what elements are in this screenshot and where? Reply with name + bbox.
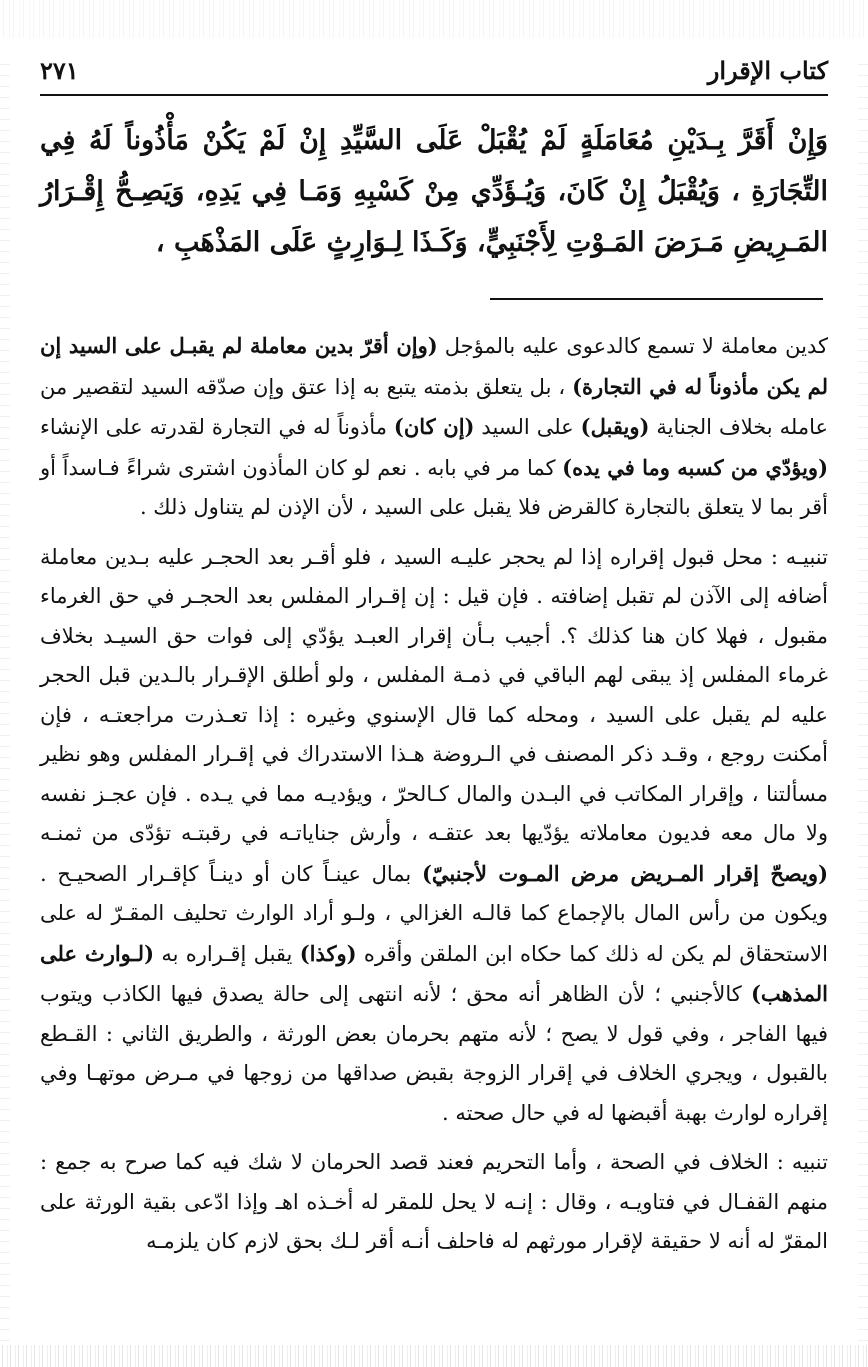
scan-noise-bottom	[0, 1345, 868, 1367]
page-header	[40, 54, 828, 94]
quoted-main-text: (وإن أقرّ بدين معاملة لم يقبـل على السيد إن لم يكن مأذوناً له في التجارة)	[40, 333, 828, 399]
page-number: ٢٧١	[40, 56, 79, 85]
commentary-text: تنبيـه : محل قبول إقراره إذا لم يحجر عليـه السيد ، فلو أقـر بعد الحجـر عليه بـدين معاملة أضافه إلى الآذن لم تقبل إضافته . فإن قيل : إن إقـرار المفلس بعد الحجـر في حق الغرماء مقبول ، فهلا كان هنا كذلك ؟. أجيب بـأن إقرار العبـد يؤدّي إلى فوات حق السيـد بخلاف غرماء المفلس إذ يبقى لهم الباقي في ذمـة المفلس ، ولو أطلق الإقـرار بالـدين قبل الحجر عليه لم يقبل على السيد ، ومحله كما قال الإسنوي وغيره : إذا تعـذرت مراجعتـه ، فإن أمكنت روجع ، وقـد ذكر المصنف في الـروضة هـذا الاستدراك في إقـرار المفلس وهو نظير مسألتنا ، وإقرار المكاتب في البـدن والمال كـالحرّ ، ويؤديـه مما في يـده . فإن عجـز نفسه ولا مال معه فديون معاملاته يؤدّيها بعد عتقـه ، وأرش جناياتـه في رقبتـه تؤدّى من ثمنـه	[40, 544, 828, 845]
commentary-paragraph-2	[40, 538, 828, 1134]
quoted-main-text: (ويؤدّي من كسبه وما في يده)	[562, 454, 829, 480]
commentary-text: بمال عينـاً كان أو دينـاً كإقـرار الصحيـح . ويكون من رأس المال بالإجماع كما قالـه الغزالي ، ولـو أراد الوارث تحليف المقـرّ له على الاستحقاق لم يكن له ذلك كما حكاه ابن الملقن وأقره	[40, 861, 828, 966]
commentary	[40, 326, 828, 1262]
quoted-main-text: (إن كان)	[393, 414, 475, 439]
commentary-text: يقبل إقـراره به	[154, 941, 300, 966]
commentary-paragraph-3	[40, 1143, 828, 1262]
quoted-main-text: (وكذا)	[299, 940, 357, 966]
quoted-main-text: (لـوارث على المذهب)	[40, 940, 828, 1006]
commentary-text: مأذوناً له في التجارة لقدرته على الإنشاء	[40, 415, 394, 439]
running-title: كتاب الإقرار	[707, 56, 828, 85]
commentary-text: كالأجنبي ؛ لأن الظاهر أنه محق ؛ لأنه انتهى إلى حالة يصدق فيها الكاذب ويتوب فيها الفاجر ، وفي قول لا يصح ؛ لأنه متهم بحرمان بعض الورثة ، والطريق الثاني : القـطع بالقبول ، ويجري الخلاف في إقرار الزوجة بقبض صداقها من زوجها في مـرض موتهـا وفي إقراره لوارث بهبة أقبضها له في حال صحته .	[40, 982, 828, 1125]
quoted-main-text: (ويقبل)	[580, 414, 650, 439]
scan-noise-left	[0, 60, 10, 1347]
commentary-text: كدين معاملة لا تسمع كالدعوى عليه بالمؤجل	[437, 334, 828, 358]
commentary-text: ، بل يتعلق بذمته يتبع به إذا عتق وإن صدّقه السيد لتقصير من عامله بخلاف الجناية	[40, 374, 829, 439]
quoted-main-text: (ويصحّ إقرار المـريض مرض المـوت لأجنبيّ)	[421, 860, 829, 886]
header-rule	[40, 94, 828, 96]
commentary-text: على السيد	[474, 415, 581, 439]
main-text	[40, 115, 828, 268]
scan-noise-right	[858, 60, 868, 1347]
scan-noise-top	[0, 0, 868, 38]
text-divider	[490, 298, 823, 300]
commentary-text: تنبيه : الخلاف في الصحة ، وأما التحريم فعند قصد الحرمان لا شك فيه كما صرح به جمع : منهم القفـال في فتاويـه ، وقال : إنـه لا يحل للمقر له أخـذه اهـ وإذا ادّعى بقية الورثة على المقرّ له أنه لا حقيقة لإقرار مورثهم له فاحلف أنـه أقر لـك بحق لازم كان يلزمـه	[40, 1150, 828, 1253]
commentary-text: كما مر في بابه . نعم لو كان المأذون اشترى شراءً فـاسداً أو أقر بما لا يتعلق بالتجارة كالقرض فلا يقبل على السيد ، لأن الإذن لم يتناول ذلك .	[40, 455, 828, 519]
main-text-paragraph: وَإِنْ أَقَرَّ بِـدَيْنِ مُعَامَلَةٍ لَمْ يُقْبَلْ عَلَى السَّيِّدِ إِنْ لَمْ يَكُنْ مَأْذُوناً لَهُ فِي التِّجَارَةِ ، وَيُقْبَلُ إِنْ كَانَ، وَيُـؤَدِّي مِنْ كَسْبِهِ وَمَـا فِي يَدِهِ، وَيَصِـحُّ إِقْـرَارُ المَـرِيضِ مَـرَضَ المَـوْتِ لِأَجْنَبِيٍّ، وَكَـذَا لِـوَارِثٍ عَلَى المَذْهَبِ ،	[40, 125, 828, 258]
commentary-paragraph-1	[40, 326, 828, 528]
